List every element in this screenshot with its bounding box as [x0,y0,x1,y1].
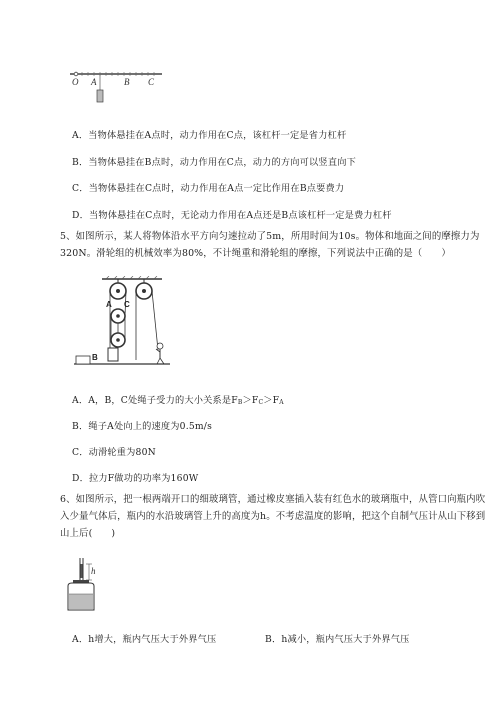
q6-stem-line1: 6、如图所示，把一根两端开口的细玻璃管，通过橡皮塞插入装有红色水的玻璃瓶中，从管口向瓶内吹 [60,494,486,505]
q4-option-a[interactable]: A．当物体悬挂在A点时，动力作用在C点，该杠杆一定是省力杠杆 [72,130,347,141]
q5-stem [60,228,479,262]
q6-option-a[interactable]: A．h增大，瓶内气压大于外界气压 [72,634,217,645]
pulley-label-a: A [106,300,112,309]
lever-label-b: B [124,77,130,87]
q6-stem-line3: 山上后( ) [60,528,116,539]
q4-option-d[interactable]: D．当物体悬挂在C点时，无论动力作用在A点还是B点该杠杆一定是费力杠杆 [72,210,392,221]
q6-option-b[interactable]: B．h减小，瓶内气压大于外界气压 [265,634,410,645]
q5-option-a-prefix: A．A，B，C处绳子受力的大小关系是F [72,395,238,406]
q6-stem [60,491,485,542]
lever-label-o: O [72,77,79,87]
barometer-label-h: h [91,566,96,576]
pulley-label-b: B [92,353,98,362]
q5-option-b[interactable]: B．绳子A处向上的速度为0.5m/s [72,421,212,432]
lever-label-c: C [148,77,155,87]
q5-option-d[interactable]: D．拉力F做功的功率为160W [72,473,199,484]
pulley-label-c: C [124,300,130,309]
barometer-figure [62,556,102,612]
q5-option-a-sub-c: C [258,399,264,406]
q5-option-a-sub-a: A [279,399,284,406]
q4-option-c[interactable]: C．当物体悬挂在C点时，动力作用在A点一定比作用在B点要费力 [72,183,345,194]
lever-label-a: A [91,77,97,87]
lever-figure [66,66,166,106]
q5-option-a-mid2: ＞F [263,395,280,406]
q6-stem-line2: 入少量气体后，瓶内的水沿玻璃管上升的高度为h。不考虑温度的影响，把这个自制气压计从山下移到 [60,511,486,522]
pulley-figure [72,276,172,370]
q5-option-c[interactable]: C．动滑轮重为80N [72,447,156,458]
q5-option-a-mid: ＞F [242,395,259,406]
q5-stem-line2: 320N。滑轮组的机械效率为80%，不计绳重和滑轮组的摩擦，下列说法中正确的是（ ） [60,248,451,259]
q4-option-b[interactable]: B．当物体悬挂在B点时，动力作用在C点，动力的方向可以竖直向下 [72,157,356,168]
q5-option-a[interactable] [72,392,284,406]
q5-option-a-sub-b: B [237,399,243,406]
q5-stem-line1: 5、如图所示，某人将物体沿水平方向匀速拉动了5m，所用时间为10s。物体和地面之间的摩擦力为 [60,231,480,242]
